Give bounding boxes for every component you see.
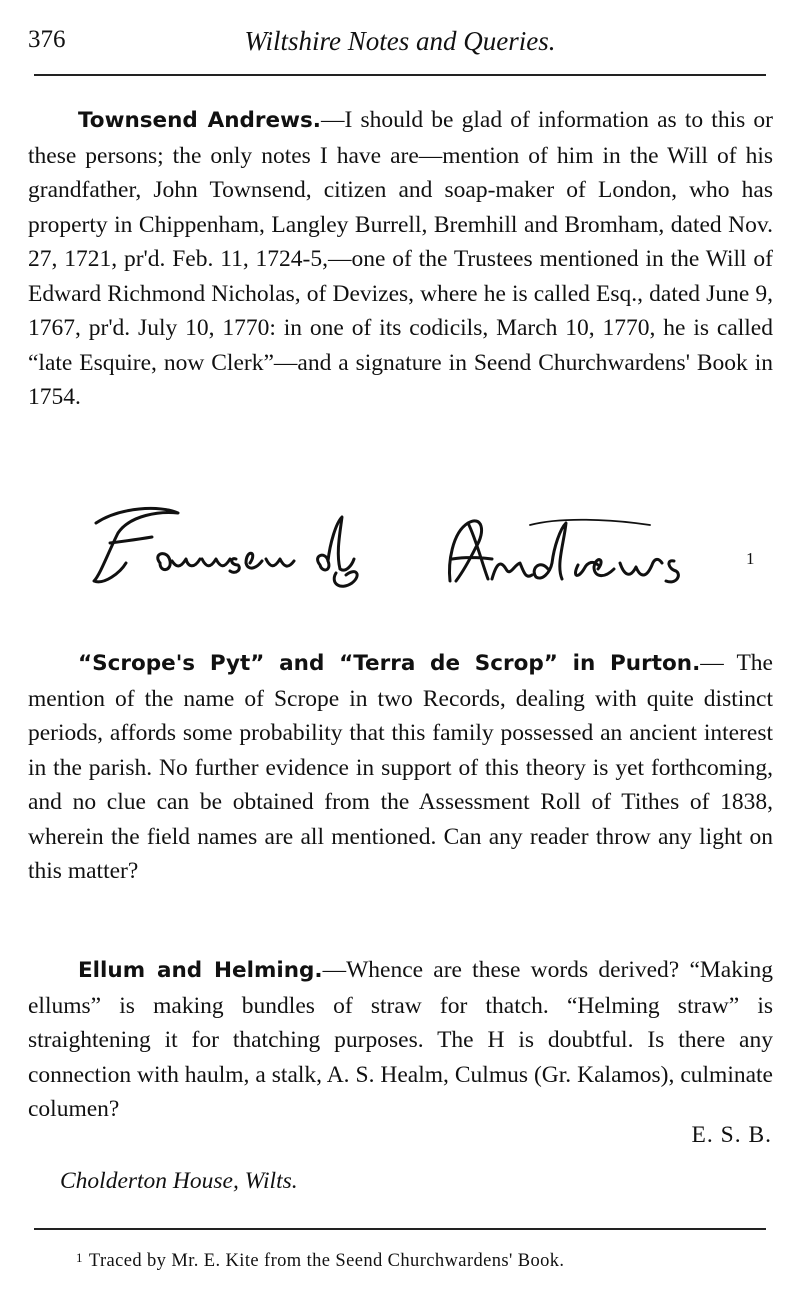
paragraph-townsend-andrews	[28, 103, 773, 415]
footnote-mark: 1	[76, 1250, 83, 1265]
author-place: Cholderton House, Wilts.	[60, 1168, 298, 1194]
heading-scrope: “Scrope's Pyt” and “Terra de Scrop” in Purton.	[78, 651, 701, 676]
text-townsend-andrews: —I should be glad of information as to this or these persons; the only notes I have are—mention of him in the Will of his grandfather, John Townsend, citizen and soap-maker of London, who has property in Chippenham, Langley Burrell, Bremhill and Bromham, dated Nov. 27, 1721, pr'd. Feb. 11, 1724-5,—one of the Trustees mentioned in the Will of Edward Richmond Nicholas, of Devizes, where he is called Esq., dated June 9, 1767, pr'd. July 10, 1770: in one of its codicils, March 10, 1770, he is called “late Esquire, now Clerk”—and a signature in Seend Churchwardens' Book in 1754.	[28, 107, 773, 410]
text-ellum-helming: —Whence are these words derived? “Making ellums” is making bundles of straw for thatch. “Helming straw” is straightening it for thatching purposes. The H is doubtful. Is there any connection with haulm, a stalk, A. S. Healm, Culmus (Gr. Kalamos), culminate columen?	[28, 957, 773, 1122]
text-scrope: — The mention of the name of Scrope in two Records, dealing with quite distinct periods, affords some probability that this family possessed an ancient interest in the parish. No further evidence in support of this theory is yet forthcoming, and no clue can be obtained from the Assessment Roll of Tithes of 1838, wherein the field names are all mentioned. Can any reader throw any light on this matter?	[28, 650, 773, 884]
signature-image	[90, 503, 730, 598]
footnote-rule	[34, 1228, 766, 1230]
journal-title: Wiltshire Notes and Queries.	[244, 26, 556, 56]
indent	[28, 957, 78, 983]
signature-townsend-andrews	[90, 503, 730, 598]
header-rule	[34, 74, 766, 76]
footnote	[76, 1250, 564, 1272]
running-head	[28, 22, 772, 62]
heading-townsend-andrews: Townsend Andrews.	[78, 108, 321, 133]
page-number: 376	[28, 26, 66, 53]
heading-ellum-helming: Ellum and Helming.	[78, 958, 323, 983]
paragraph-ellum-helming	[28, 953, 773, 1127]
paragraph-scrope	[28, 646, 773, 889]
indent	[28, 650, 78, 676]
indent	[28, 107, 78, 133]
author-initials: E. S. B.	[691, 1122, 772, 1148]
signature-footnote-mark: 1	[746, 549, 755, 568]
footnote-text: Traced by Mr. E. Kite from the Seend Churchwardens' Book.	[88, 1251, 565, 1271]
